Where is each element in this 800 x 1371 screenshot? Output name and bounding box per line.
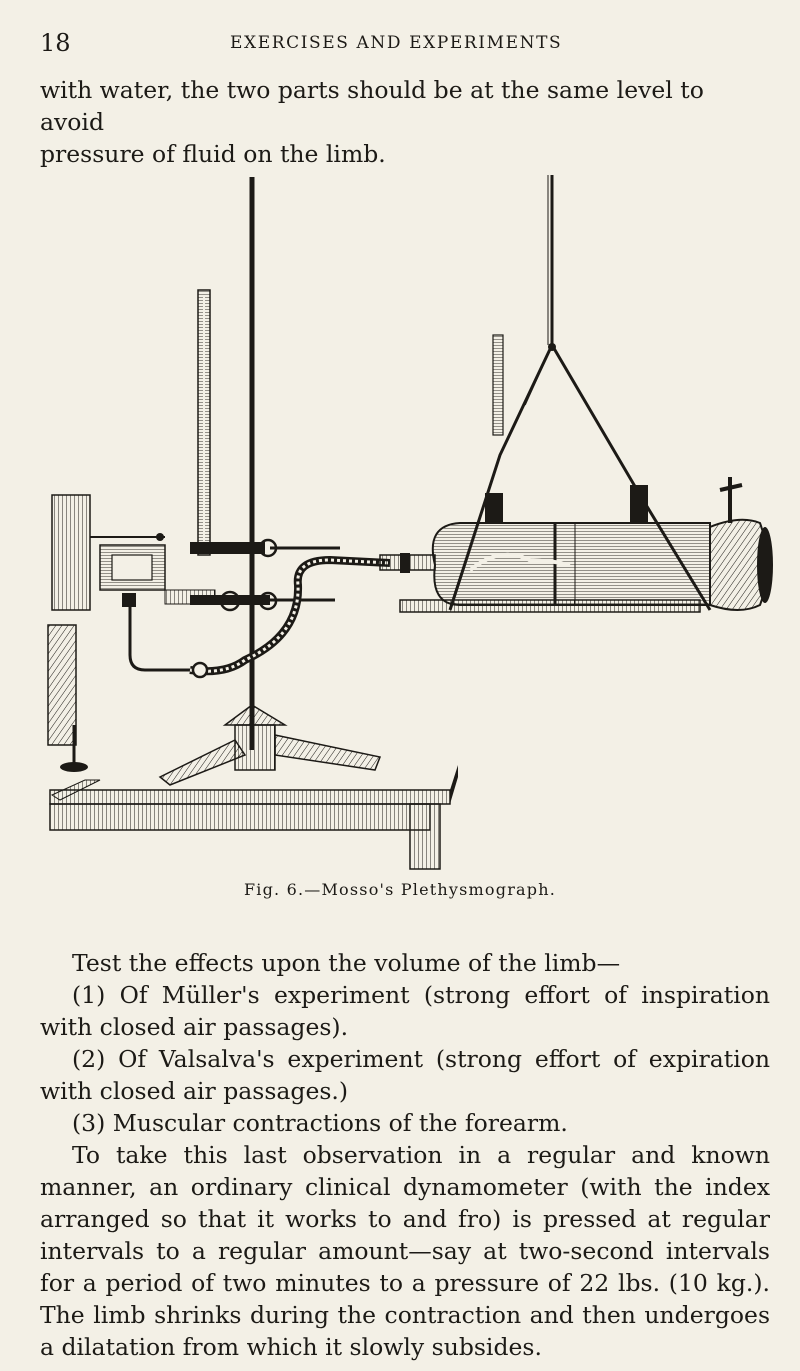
recording-drum xyxy=(48,495,100,800)
plethysmograph-cylinder xyxy=(380,477,773,612)
support-stand xyxy=(160,177,380,785)
intro-paragraph xyxy=(40,74,770,170)
page-number: 18 xyxy=(40,29,71,57)
body-text xyxy=(40,947,770,1363)
rubber-tubing xyxy=(190,560,390,677)
plethysmograph-figure xyxy=(30,165,790,885)
list-item-1: (1) Of Müller's experiment (strong effort of inspiration with closed air passages). xyxy=(40,981,770,1041)
intro-line-2: pressure of fluid on the limb. xyxy=(40,140,386,168)
intro-line-1: with water, the two parts should be at the same level to avoid xyxy=(40,76,704,136)
lead-line: Test the effects upon the volume of the limb— xyxy=(72,949,621,977)
list-item-2: (2) Of Valsalva's experiment (strong effort of expiration with closed air passages.) xyxy=(40,1045,770,1105)
list-item-3: (3) Muscular contractions of the forearm. xyxy=(72,1109,568,1137)
plethysmograph-illustration xyxy=(30,165,790,875)
closing-paragraph: To take this last observation in a regular and known manner, an ordinary clinical dynamometer (with the index arranged so that it works to and fro) is pressed at regular intervals to a regular amount—say at two-second intervals for a period of two minutes to a pressure of 22 lbs. (10 kg.). The limb shrinks during the contraction and then undergoes a dilatation from which it slowly subsides. xyxy=(40,1141,770,1361)
figure-caption: Fig. 6.—Mosso's Plethysmograph. xyxy=(243,880,557,899)
running-title: EXERCISES AND EXPERIMENTS xyxy=(230,33,563,53)
page-header xyxy=(40,28,780,58)
table xyxy=(50,765,458,869)
